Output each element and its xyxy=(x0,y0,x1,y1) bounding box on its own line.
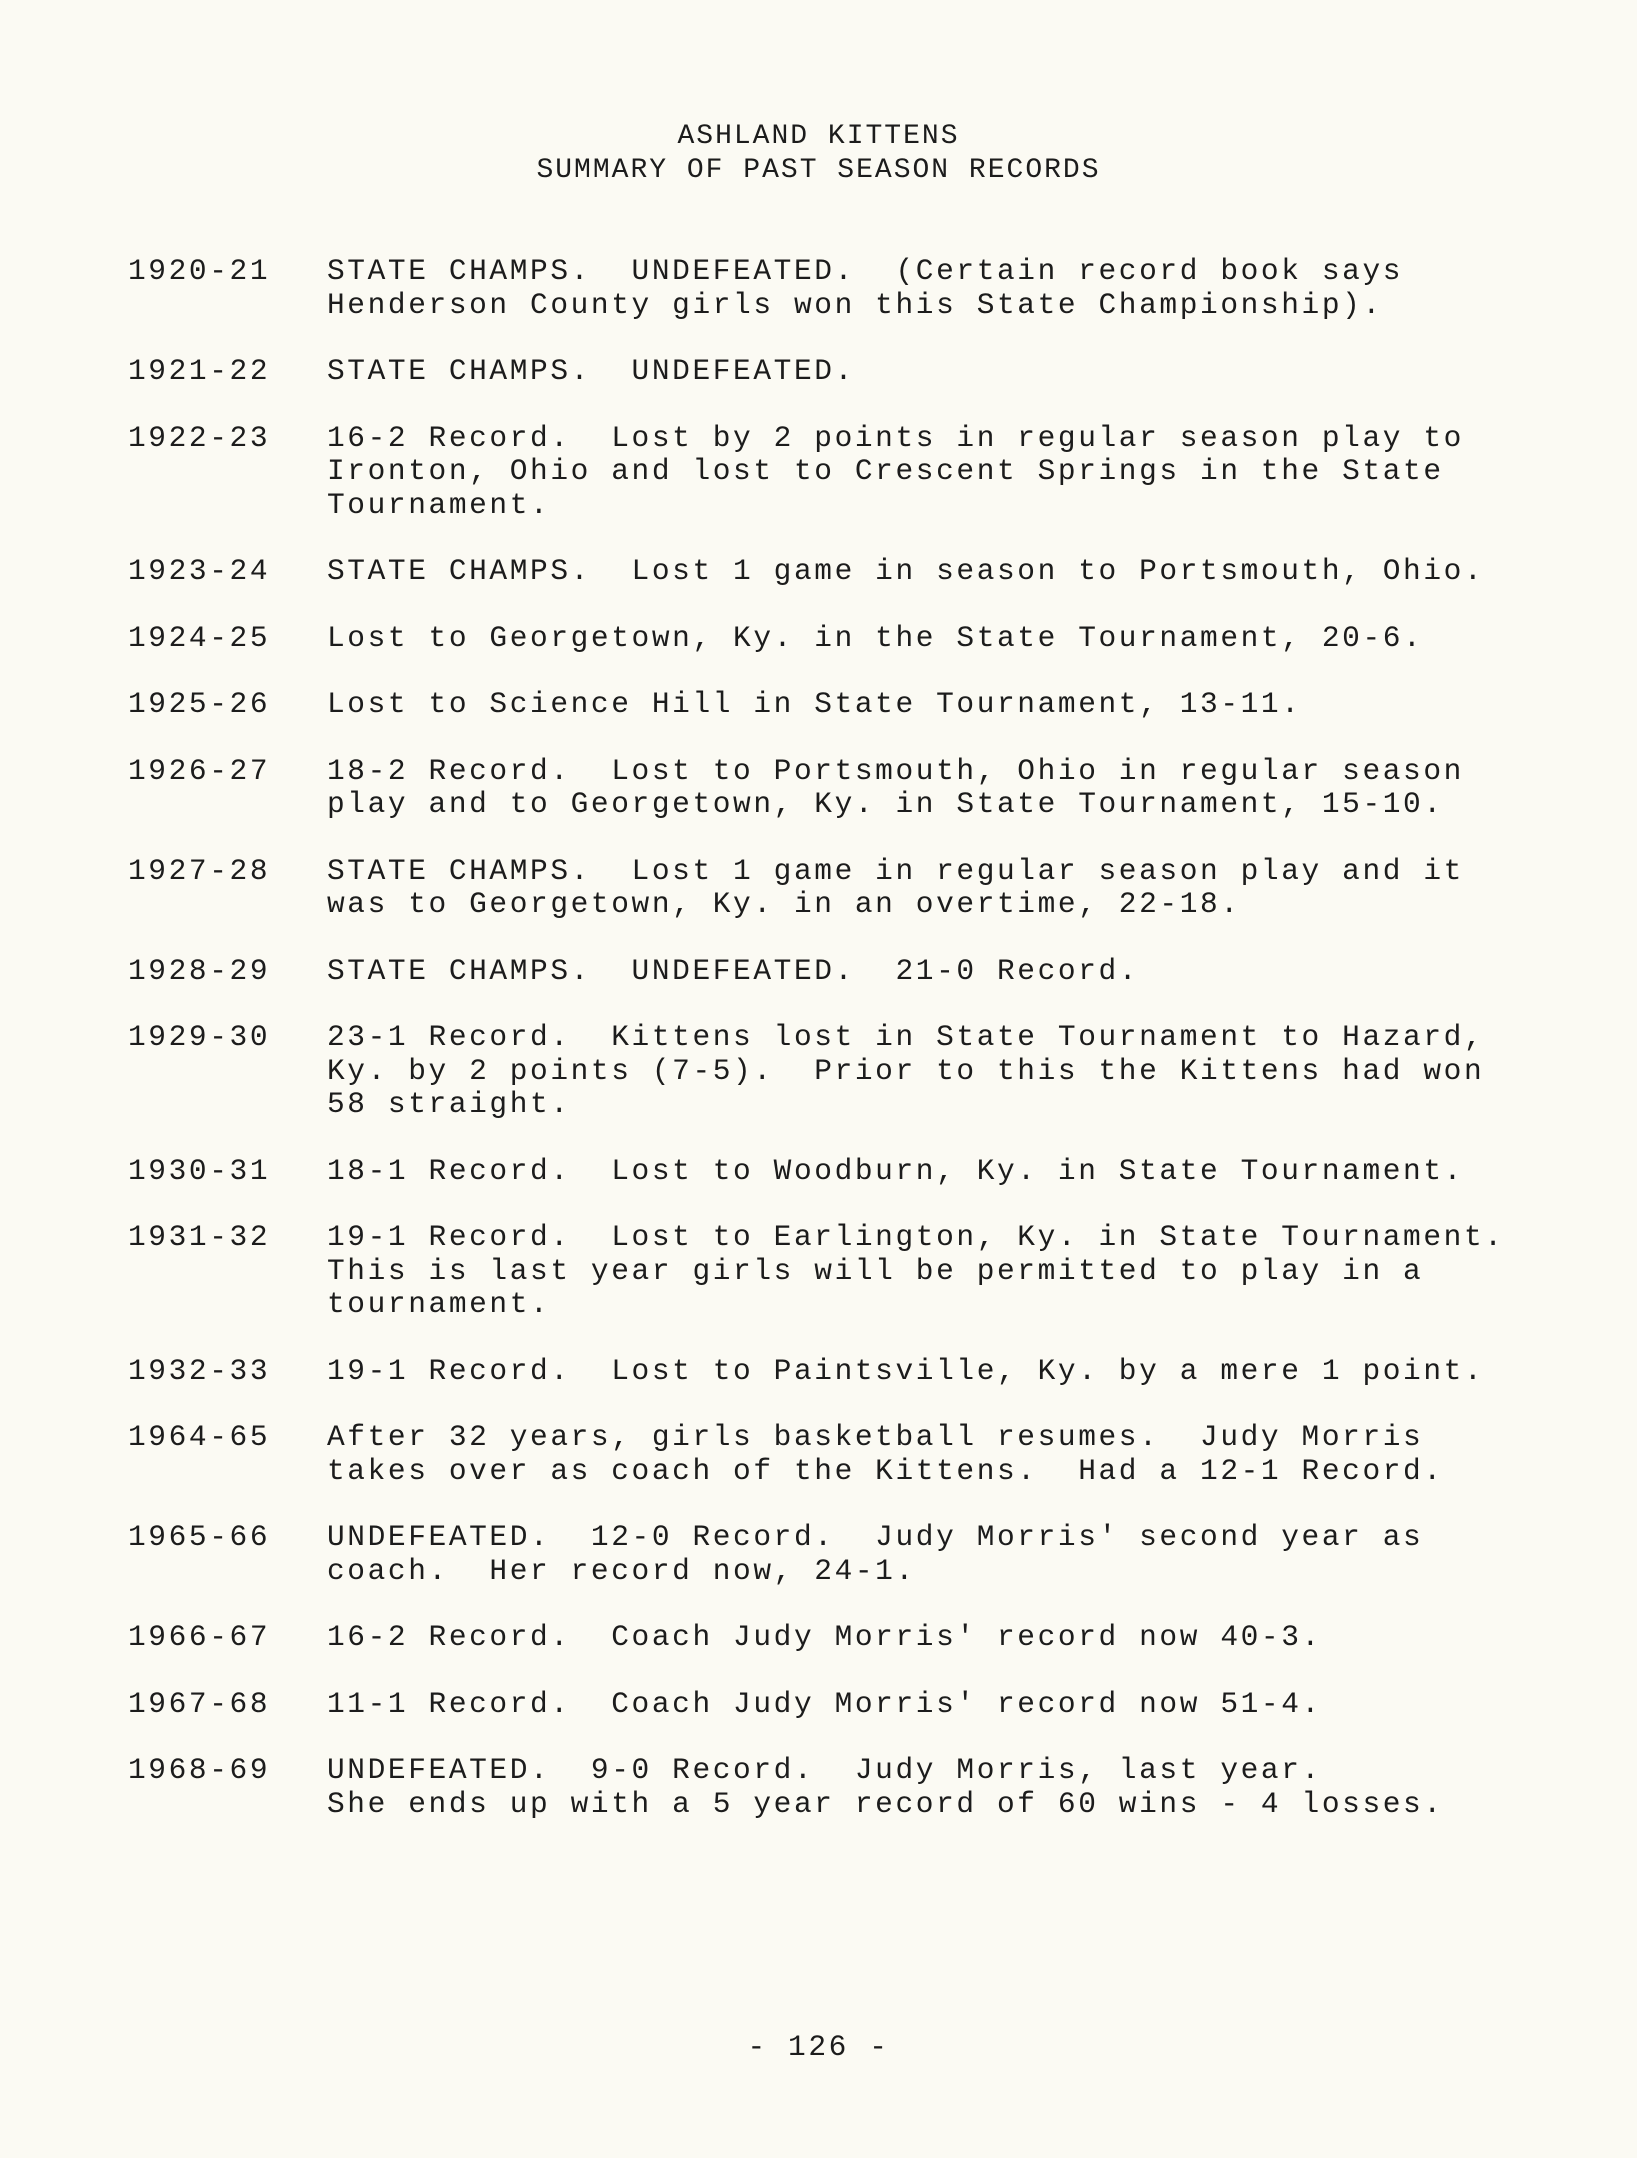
description-line: 58 straight. xyxy=(327,1087,571,1121)
season-record xyxy=(128,1021,1528,1122)
season-year: 1968-69 xyxy=(128,1753,271,1787)
description-line: Tournament. xyxy=(327,487,551,522)
season-description xyxy=(327,1221,1527,1322)
description-line: STATE CHAMPS. UNDEFEATED. (Certain record book says xyxy=(327,254,1404,288)
description-line: 19-1 Record. Lost to Paintsville, Ky. by a mere 1 point. xyxy=(327,1353,1485,1388)
description-line: Ironton, Ohio and lost to Crescent Springs in the State xyxy=(327,454,1444,488)
page-subtitle: SUMMARY OF PAST SEASON RECORDS xyxy=(536,155,1101,186)
season-record xyxy=(128,255,1528,322)
description-line: After 32 years, girls basketball resumes. Judy Morris xyxy=(327,1420,1424,1454)
page-title: ASHLAND KITTENS xyxy=(677,121,960,152)
season-record xyxy=(128,1754,1528,1821)
season-record xyxy=(128,955,1528,989)
season-record xyxy=(128,1421,1528,1488)
season-description xyxy=(327,255,1527,322)
season-year: 1964-65 xyxy=(128,1420,271,1454)
season-record xyxy=(128,355,1528,389)
season-year: 1928-29 xyxy=(128,953,271,988)
description-line: was to Georgetown, Ky. in an overtime, 22-18. xyxy=(327,887,1241,921)
season-year: 1927-28 xyxy=(128,853,271,888)
season-year: 1966-67 xyxy=(128,1620,271,1654)
season-record xyxy=(128,1621,1528,1655)
description-line: 16-2 Record. Coach Judy Morris' record now 40-3. xyxy=(327,1620,1322,1654)
description-line: STATE CHAMPS. Lost 1 game in season to Portsmouth, Ohio. xyxy=(327,554,1485,588)
description-line: play and to Georgetown, Ky. in State Tournament, 15-10. xyxy=(327,787,1444,821)
season-record xyxy=(128,1355,1528,1389)
season-record xyxy=(128,1521,1528,1588)
description-line: Lost to Science Hill in State Tournament, 13-11. xyxy=(327,687,1302,721)
season-record xyxy=(128,555,1528,589)
season-year: 1921-22 xyxy=(128,354,271,388)
season-description xyxy=(327,1421,1527,1488)
season-record xyxy=(128,622,1528,656)
season-year: 1931-32 xyxy=(128,1220,271,1254)
title-block xyxy=(0,120,1637,188)
season-record xyxy=(128,688,1528,722)
description-line: Lost to Georgetown, Ky. in the State Tournament, 20-6. xyxy=(327,620,1424,655)
description-line: 18-2 Record. Lost to Portsmouth, Ohio in regular season xyxy=(327,753,1464,788)
season-description xyxy=(327,1155,1527,1189)
season-description xyxy=(327,1521,1527,1588)
season-description xyxy=(327,755,1527,822)
season-description xyxy=(327,422,1527,523)
season-description xyxy=(327,555,1527,589)
description-line: tournament. xyxy=(327,1287,551,1321)
description-line: Ky. by 2 points (7-5). Prior to this the Kittens had won xyxy=(327,1053,1485,1088)
description-line: UNDEFEATED. 9-0 Record. Judy Morris, last year. xyxy=(327,1753,1322,1787)
description-line: 19-1 Record. Lost to Earlington, Ky. in State Tournament. xyxy=(327,1220,1505,1254)
season-description xyxy=(327,1621,1527,1655)
season-year: 1922-23 xyxy=(128,420,271,455)
season-description xyxy=(327,1021,1527,1122)
season-year: 1930-31 xyxy=(128,1153,271,1188)
season-record xyxy=(128,855,1528,922)
season-records-list xyxy=(128,255,1528,1854)
season-description xyxy=(327,1688,1527,1722)
description-line: This is last year girls will be permitted to play in a xyxy=(327,1253,1424,1288)
season-description xyxy=(327,1355,1527,1389)
season-year: 1932-33 xyxy=(128,1353,271,1388)
season-year: 1925-26 xyxy=(128,687,271,721)
season-description xyxy=(327,855,1527,922)
season-description xyxy=(327,355,1527,389)
season-year: 1965-66 xyxy=(128,1520,271,1554)
page-number: - 126 - xyxy=(747,2030,890,2064)
description-line: takes over as coach of the Kittens. Had a 12-1 Record. xyxy=(327,1453,1444,1488)
description-line: STATE CHAMPS. Lost 1 game in regular season play and it xyxy=(327,853,1464,888)
description-line: STATE CHAMPS. UNDEFEATED. xyxy=(327,354,855,388)
description-line: She ends up with a 5 year record of 60 wins - 4 losses. xyxy=(327,1786,1444,1821)
season-record xyxy=(128,755,1528,822)
description-line: 11-1 Record. Coach Judy Morris' record now 51-4. xyxy=(327,1686,1322,1721)
season-description xyxy=(327,1754,1527,1821)
description-line: coach. Her record now, 24-1. xyxy=(327,1553,916,1588)
description-line: STATE CHAMPS. UNDEFEATED. 21-0 Record. xyxy=(327,953,1140,988)
description-line: 18-1 Record. Lost to Woodburn, Ky. in State Tournament. xyxy=(327,1153,1464,1188)
season-year: 1967-68 xyxy=(128,1686,271,1721)
season-record xyxy=(128,1221,1528,1322)
season-description xyxy=(327,955,1527,989)
season-description xyxy=(327,688,1527,722)
description-line: 16-2 Record. Lost by 2 points in regular season play to xyxy=(327,420,1464,455)
description-line: Henderson County girls won this State Championship). xyxy=(327,287,1383,322)
season-record xyxy=(128,1155,1528,1189)
season-description xyxy=(327,622,1527,656)
season-record xyxy=(128,1688,1528,1722)
description-line: 23-1 Record. Kittens lost in State Tournament to Hazard, xyxy=(327,1020,1485,1054)
season-year: 1920-21 xyxy=(128,254,271,288)
season-year: 1923-24 xyxy=(128,554,271,588)
season-year: 1929-30 xyxy=(128,1020,271,1054)
season-year: 1924-25 xyxy=(128,620,271,655)
season-year: 1926-27 xyxy=(128,753,271,788)
season-record xyxy=(128,422,1528,523)
description-line: UNDEFEATED. 12-0 Record. Judy Morris' second year as xyxy=(327,1520,1424,1554)
